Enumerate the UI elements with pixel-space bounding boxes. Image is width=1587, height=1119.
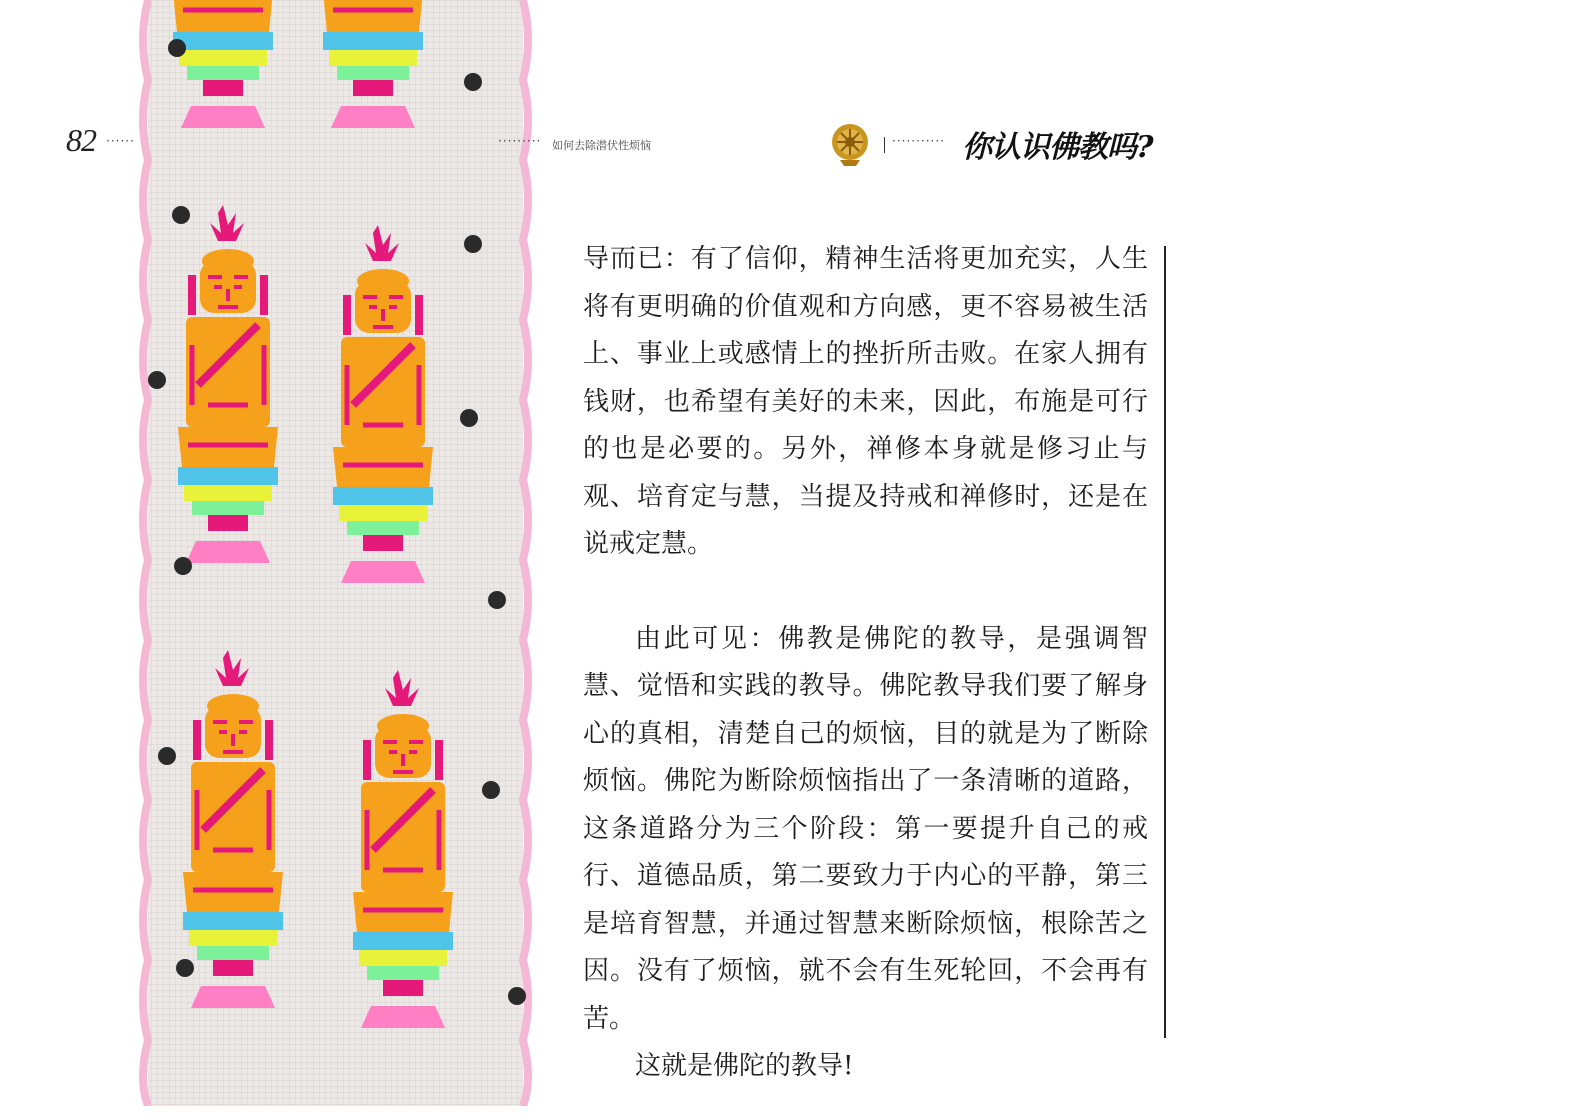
buddha-embroidery-tapestry (133, 0, 548, 1106)
paragraph-1: 导而已：有了信仰，精神生活将更加充实，人生将有更明确的价值观和方向感，更不容易被生活上、事业上或感情上的挫折所击败。在家人拥有钱财，也希望有美好的未来，因此，布施是可行的也是必要的。另外，禅修本身就是修习止与观、培育定与慧，当提及持戒和禅修时，还是在说戒定慧。 (583, 244, 1148, 559)
header-divider (884, 137, 885, 153)
paragraph-3: 这就是佛陀的教导! (635, 1051, 854, 1081)
book-title: 你认识佛教吗? (962, 130, 1153, 165)
dharma-wheel-emblem-icon (830, 122, 870, 168)
body-text (583, 236, 1148, 1091)
chapter-leader-dots: ········· (498, 134, 542, 148)
column-rule (1164, 246, 1166, 1038)
page-number-leader-dots: ······ (106, 134, 135, 148)
chapter-title: 如何去除潜伏性烦恼 (552, 139, 651, 152)
paragraph-2: 由此可见：佛教是佛陀的教导，是强调智慧、觉悟和实践的教导。佛陀教导我们要了解身心的真相，清楚自己的烦恼，目的就是为了断除烦恼。佛陀为断除烦恼指出了一条清晰的道路，这条道路分为三个阶段：第一要提升自己的戒行、道德品质，第二要致力于内心的平静，第三是培育智慧，并通过智慧来断除烦恼，根除苦之因。没有了烦恼，就不会有生死轮回，不会再有苦。 (583, 623, 1148, 1034)
page-number: 82 (66, 122, 96, 158)
book-title-leader-dots: ··········· (892, 134, 945, 148)
